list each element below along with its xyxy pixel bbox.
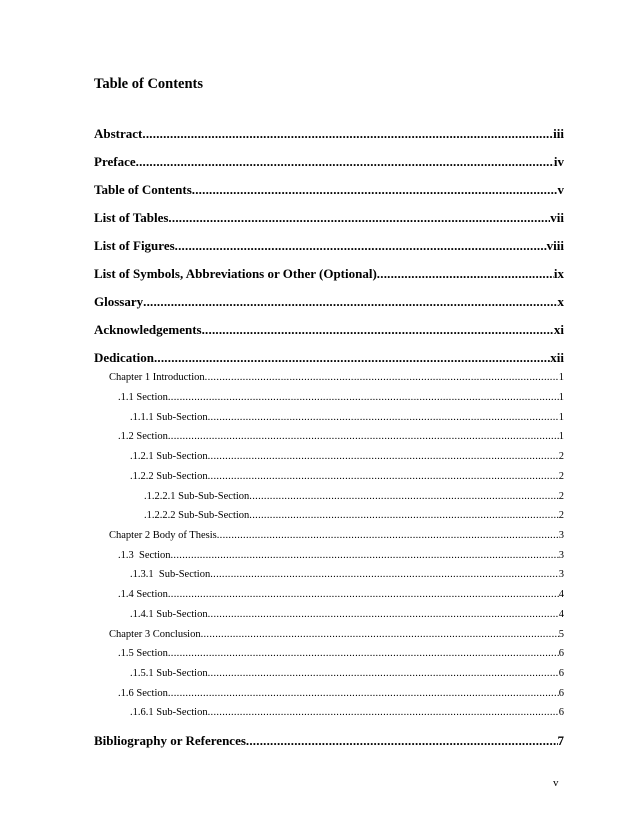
toc-entry-label: Glossary: [94, 294, 144, 309]
toc-entry-label: .1.2.1 Sub-Section: [130, 451, 208, 462]
toc-entry-list-of-symbols: [94, 266, 564, 282]
toc-entry-page: iv: [553, 154, 564, 169]
toc-entry-page: xii: [550, 350, 564, 365]
toc-entry-page: 1: [558, 372, 564, 383]
toc-entry-page: 2: [558, 471, 564, 482]
toc-entry-label: Abstract: [94, 126, 143, 141]
dot-leader: [201, 629, 559, 640]
toc-subsection: [130, 707, 564, 718]
toc-entry-label: .1.2.2 Sub-Section: [130, 471, 208, 482]
toc-entry-label: .1.3.1 Sub-Section: [130, 569, 211, 580]
toc-entry-page: 3: [558, 569, 564, 580]
toc-entry-label: .1.3 Section: [118, 550, 171, 561]
toc-entry-label: .1.2.2.1 Sub-Sub-Section: [144, 491, 250, 502]
toc-entry-page: 6: [558, 668, 564, 679]
toc-entry-label: Chapter 1 Introduction: [109, 372, 205, 383]
toc-entry-page: 2: [558, 491, 564, 502]
dot-leader: [208, 707, 559, 718]
toc-entry-page: 5: [558, 629, 564, 640]
toc-entry-page: 2: [558, 510, 564, 521]
dot-leader: [210, 569, 559, 580]
toc-entry-page: 3: [558, 550, 564, 561]
dot-leader: [175, 238, 547, 254]
toc-entry-label: Chapter 3 Conclusion: [109, 629, 201, 640]
toc-entry-page: 1: [558, 412, 564, 423]
toc-entry-page: x: [557, 294, 564, 309]
toc-entry-label: List of Tables: [94, 210, 169, 225]
toc-entry-page: 6: [558, 707, 564, 718]
toc-entry-page: 2: [558, 451, 564, 462]
toc-section: [118, 431, 564, 442]
toc-section: [118, 589, 564, 600]
dot-leader: [217, 530, 559, 541]
toc-entry-page: viii: [546, 238, 564, 253]
dot-leader: [171, 550, 559, 561]
toc-subsection: [130, 471, 564, 482]
toc-entry-label: .1.1.1 Sub-Section: [130, 412, 208, 423]
dot-leader: [192, 182, 558, 198]
toc-subsection: [130, 412, 564, 423]
toc-chapter-1: [109, 372, 564, 383]
dot-leader: [142, 126, 553, 142]
toc-entry-page: xi: [553, 322, 564, 337]
dot-leader: [208, 471, 559, 482]
toc-entry-label: List of Figures: [94, 238, 175, 253]
toc-entry-acknowledgements: [94, 322, 564, 338]
dot-leader: [208, 412, 559, 423]
toc-entry-list-of-figures: [94, 238, 564, 254]
toc-section: [118, 648, 564, 659]
dot-leader: [168, 648, 559, 659]
page-number: v: [553, 777, 559, 789]
toc-subsection: [130, 609, 564, 620]
toc-entry-page: 6: [558, 688, 564, 699]
dot-leader: [377, 266, 554, 282]
toc-entry-page: v: [557, 182, 564, 197]
toc-entry-label: .1.2.2.2 Sub-Sub-Section: [144, 510, 250, 521]
toc-entry-table-of-contents: [94, 182, 564, 198]
dot-leader: [208, 451, 559, 462]
toc-subsection: [130, 451, 564, 462]
dot-leader: [208, 668, 559, 679]
toc-entry-bibliography: [94, 733, 564, 749]
toc-entry-label: Chapter 2 Body of Thesis: [109, 530, 217, 541]
toc-section: [118, 392, 564, 403]
toc-entry-label: .1.1 Section: [118, 392, 168, 403]
dot-leader: [168, 392, 559, 403]
dot-leader: [208, 609, 559, 620]
toc-entry-page: 6: [558, 648, 564, 659]
dot-leader: [136, 154, 554, 170]
toc-entry-label: Acknowledgements: [94, 322, 202, 337]
page-title: Table of Contents: [94, 76, 204, 92]
toc-entry-page: ix: [553, 266, 564, 281]
toc-entry-glossary: [94, 294, 564, 310]
toc-section: [118, 688, 564, 699]
toc-entry-label: .1.5.1 Sub-Section: [130, 668, 208, 679]
dot-leader: [249, 491, 558, 502]
toc-subsection: [130, 569, 564, 580]
toc-section: [118, 550, 564, 561]
toc-entry-label: .1.6 Section: [118, 688, 168, 699]
toc-entry-label: Preface: [94, 154, 136, 169]
toc-entry-abstract: [94, 126, 564, 142]
toc-entry-label: Bibliography or References: [94, 733, 246, 748]
dot-leader: [249, 510, 558, 521]
toc-entry-label: List of Symbols, Abbreviations or Other (Optional): [94, 266, 377, 281]
toc-entry-label: Table of Contents: [94, 182, 192, 197]
dot-leader: [168, 431, 559, 442]
toc-entry-label: .1.4.1 Sub-Section: [130, 609, 208, 620]
toc-entry-label: .1.2 Section: [118, 431, 168, 442]
toc-entry-page: 3: [558, 530, 564, 541]
toc-chapter-2: [109, 530, 564, 541]
toc-entry-label: .1.4 Section: [118, 589, 168, 600]
toc-subsubsection: [144, 510, 564, 521]
dot-leader: [168, 210, 550, 226]
toc-entry-page: 4: [558, 609, 564, 620]
dot-leader: [168, 688, 559, 699]
toc-entry-page: iii: [553, 126, 564, 141]
dot-leader: [168, 589, 559, 600]
toc-entry-page: 4: [558, 589, 564, 600]
toc-entry-label: Dedication: [94, 350, 154, 365]
toc-entry-page: 1: [558, 392, 564, 403]
toc-entry-page: vii: [550, 210, 564, 225]
toc-entry-dedication: [94, 350, 564, 366]
toc-entry-list-of-tables: [94, 210, 564, 226]
toc-subsubsection: [144, 491, 564, 502]
toc-entry-page: 7: [557, 733, 564, 748]
toc-subsection: [130, 668, 564, 679]
toc-entry-label: .1.5 Section: [118, 648, 168, 659]
toc-entry-preface: [94, 154, 564, 170]
dot-leader: [246, 733, 558, 749]
toc-chapter-3: [109, 629, 564, 640]
dot-leader: [154, 350, 550, 366]
toc-entry-page: 1: [558, 431, 564, 442]
dot-leader: [205, 372, 559, 383]
toc-entry-label: .1.6.1 Sub-Section: [130, 707, 208, 718]
dot-leader: [143, 294, 557, 310]
dot-leader: [202, 322, 554, 338]
